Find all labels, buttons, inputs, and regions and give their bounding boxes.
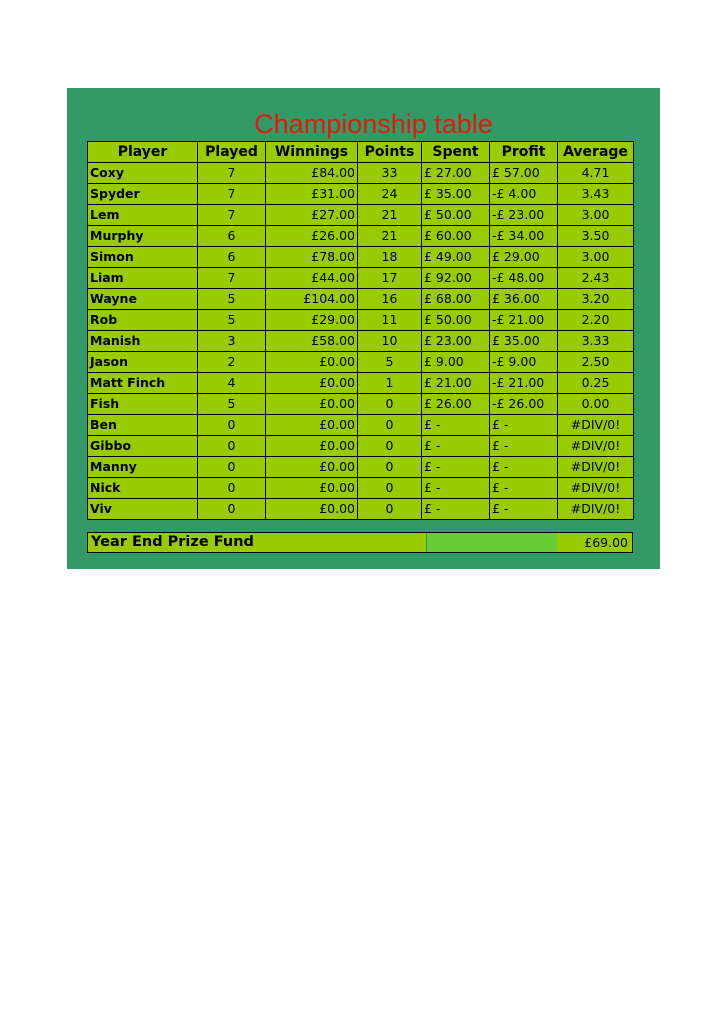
table-row xyxy=(88,268,634,289)
cell-points[interactable]: 21 xyxy=(358,205,422,226)
cell-average[interactable]: 0.00 xyxy=(558,394,634,415)
column-header-points[interactable]: Points xyxy=(358,142,422,163)
cell-points[interactable]: 0 xyxy=(358,394,422,415)
cell-average[interactable]: #DIV/0! xyxy=(558,436,634,457)
cell-average[interactable]: #DIV/0! xyxy=(558,499,634,520)
cell-average[interactable]: 3.00 xyxy=(558,247,634,268)
cell-winnings[interactable]: £0.00 xyxy=(266,415,358,436)
column-header-profit[interactable]: Profit xyxy=(490,142,558,163)
cell-played[interactable]: 0 xyxy=(198,478,266,499)
table-row xyxy=(88,352,634,373)
cell-average[interactable]: 2.50 xyxy=(558,352,634,373)
cell-player[interactable]: Murphy xyxy=(88,226,198,247)
cell-played[interactable]: 7 xyxy=(198,268,266,289)
cell-spent[interactable]: £ 23.00 xyxy=(422,331,490,352)
cell-played[interactable]: 7 xyxy=(198,163,266,184)
cell-points[interactable]: 1 xyxy=(358,373,422,394)
cell-average[interactable]: 3.50 xyxy=(558,226,634,247)
cell-profit[interactable]: £ - xyxy=(490,457,558,478)
cell-average[interactable]: 3.20 xyxy=(558,289,634,310)
cell-player[interactable]: Manny xyxy=(88,457,198,478)
cell-winnings[interactable]: £0.00 xyxy=(266,436,358,457)
table-row xyxy=(88,457,634,478)
table-row xyxy=(88,394,634,415)
cell-profit[interactable]: -£ 9.00 xyxy=(490,352,558,373)
cell-profit[interactable]: -£ 23.00 xyxy=(490,205,558,226)
prize-fund-label[interactable]: Year End Prize Fund xyxy=(91,534,254,550)
cell-points[interactable]: 0 xyxy=(358,499,422,520)
cell-spent[interactable]: £ 21.00 xyxy=(422,373,490,394)
cell-average[interactable]: 2.20 xyxy=(558,310,634,331)
cell-played[interactable]: 2 xyxy=(198,352,266,373)
column-header-winnings[interactable]: Winnings xyxy=(266,142,358,163)
cell-profit[interactable]: -£ 21.00 xyxy=(490,310,558,331)
table-row xyxy=(88,289,634,310)
table-row xyxy=(88,478,634,499)
cell-profit[interactable]: £ 29.00 xyxy=(490,247,558,268)
cell-winnings[interactable]: £104.00 xyxy=(266,289,358,310)
cell-winnings[interactable]: £27.00 xyxy=(266,205,358,226)
cell-average[interactable]: 0.25 xyxy=(558,373,634,394)
table-row xyxy=(88,184,634,205)
cell-spent[interactable]: £ 60.00 xyxy=(422,226,490,247)
table-row xyxy=(88,331,634,352)
cell-average[interactable]: 2.43 xyxy=(558,268,634,289)
cell-profit[interactable]: £ 36.00 xyxy=(490,289,558,310)
cell-winnings[interactable]: £44.00 xyxy=(266,268,358,289)
cell-spent[interactable]: £ 9.00 xyxy=(422,352,490,373)
cell-spent[interactable]: £ 49.00 xyxy=(422,247,490,268)
cell-player[interactable]: Gibbo xyxy=(88,436,198,457)
cell-spent[interactable]: £ 50.00 xyxy=(422,310,490,331)
header-row xyxy=(88,142,634,163)
table-row xyxy=(88,310,634,331)
cell-profit[interactable]: £ - xyxy=(490,478,558,499)
cell-winnings[interactable]: £31.00 xyxy=(266,184,358,205)
cell-player[interactable]: Manish xyxy=(88,331,198,352)
cell-player[interactable]: Fish xyxy=(88,394,198,415)
cell-spent[interactable]: £ 92.00 xyxy=(422,268,490,289)
spreadsheet-area xyxy=(67,88,660,569)
cell-player[interactable]: Lem xyxy=(88,205,198,226)
table-row xyxy=(88,373,634,394)
cell-points[interactable]: 17 xyxy=(358,268,422,289)
cell-played[interactable]: 5 xyxy=(198,289,266,310)
cell-played[interactable]: 7 xyxy=(198,205,266,226)
cell-profit[interactable]: -£ 26.00 xyxy=(490,394,558,415)
table-row xyxy=(88,247,634,268)
cell-played[interactable]: 7 xyxy=(198,184,266,205)
cell-spent[interactable]: £ - xyxy=(422,415,490,436)
cell-spent[interactable]: £ 27.00 xyxy=(422,163,490,184)
prize-fund-empty-cell[interactable] xyxy=(426,533,557,552)
cell-points[interactable]: 0 xyxy=(358,436,422,457)
cell-average[interactable]: 3.33 xyxy=(558,331,634,352)
cell-spent[interactable]: £ 50.00 xyxy=(422,205,490,226)
table-row xyxy=(88,436,634,457)
cell-points[interactable]: 33 xyxy=(358,163,422,184)
cell-spent[interactable]: £ - xyxy=(422,457,490,478)
cell-spent[interactable]: £ 26.00 xyxy=(422,394,490,415)
column-header-played[interactable]: Played xyxy=(198,142,266,163)
cell-played[interactable]: 0 xyxy=(198,499,266,520)
cell-average[interactable]: #DIV/0! xyxy=(558,415,634,436)
cell-profit[interactable]: £ 35.00 xyxy=(490,331,558,352)
cell-winnings[interactable]: £0.00 xyxy=(266,478,358,499)
cell-spent[interactable]: £ - xyxy=(422,478,490,499)
cell-profit[interactable]: -£ 48.00 xyxy=(490,268,558,289)
cell-average[interactable]: 4.71 xyxy=(558,163,634,184)
cell-points[interactable]: 11 xyxy=(358,310,422,331)
cell-played[interactable]: 4 xyxy=(198,373,266,394)
cell-player[interactable]: Liam xyxy=(88,268,198,289)
cell-profit[interactable]: £ - xyxy=(490,415,558,436)
cell-points[interactable]: 24 xyxy=(358,184,422,205)
table-row xyxy=(88,226,634,247)
column-header-player[interactable]: Player xyxy=(88,142,198,163)
column-header-average[interactable]: Average xyxy=(558,142,634,163)
cell-player[interactable]: Jason xyxy=(88,352,198,373)
cell-player[interactable]: Spyder xyxy=(88,184,198,205)
table-row xyxy=(88,205,634,226)
cell-points[interactable]: 5 xyxy=(358,352,422,373)
cell-spent[interactable]: £ 68.00 xyxy=(422,289,490,310)
championship-table xyxy=(87,141,634,520)
cell-played[interactable]: 0 xyxy=(198,436,266,457)
cell-winnings[interactable]: £84.00 xyxy=(266,163,358,184)
cell-points[interactable]: 21 xyxy=(358,226,422,247)
table-row xyxy=(88,499,634,520)
cell-spent[interactable]: £ - xyxy=(422,499,490,520)
cell-winnings[interactable]: £26.00 xyxy=(266,226,358,247)
cell-player[interactable]: Nick xyxy=(88,478,198,499)
cell-played[interactable]: 6 xyxy=(198,247,266,268)
page-title: Championship table xyxy=(254,109,493,139)
cell-spent[interactable]: £ - xyxy=(422,436,490,457)
cell-profit[interactable]: £ - xyxy=(490,436,558,457)
cell-average[interactable]: #DIV/0! xyxy=(558,457,634,478)
cell-winnings[interactable]: £0.00 xyxy=(266,394,358,415)
cell-played[interactable]: 0 xyxy=(198,415,266,436)
column-header-spent[interactable]: Spent xyxy=(422,142,490,163)
prize-fund-row xyxy=(87,532,633,553)
cell-profit[interactable]: £ 57.00 xyxy=(490,163,558,184)
cell-points[interactable]: 0 xyxy=(358,478,422,499)
cell-points[interactable]: 0 xyxy=(358,415,422,436)
cell-profit[interactable]: -£ 21.00 xyxy=(490,373,558,394)
cell-player[interactable]: Wayne xyxy=(88,289,198,310)
cell-player[interactable]: Viv xyxy=(88,499,198,520)
cell-points[interactable]: 0 xyxy=(358,457,422,478)
cell-played[interactable]: 5 xyxy=(198,310,266,331)
cell-winnings[interactable]: £0.00 xyxy=(266,373,358,394)
cell-winnings[interactable]: £58.00 xyxy=(266,331,358,352)
table-body xyxy=(88,163,634,520)
cell-winnings[interactable]: £0.00 xyxy=(266,352,358,373)
table-row xyxy=(88,163,634,184)
table-row xyxy=(88,415,634,436)
cell-points[interactable]: 18 xyxy=(358,247,422,268)
cell-profit[interactable]: £ - xyxy=(490,499,558,520)
cell-played[interactable]: 3 xyxy=(198,331,266,352)
cell-played[interactable]: 0 xyxy=(198,457,266,478)
cell-winnings[interactable]: £78.00 xyxy=(266,247,358,268)
cell-winnings[interactable]: £29.00 xyxy=(266,310,358,331)
cell-player[interactable]: Simon xyxy=(88,247,198,268)
cell-winnings[interactable]: £0.00 xyxy=(266,499,358,520)
cell-player[interactable]: Ben xyxy=(88,415,198,436)
cell-winnings[interactable]: £0.00 xyxy=(266,457,358,478)
prize-fund-value[interactable]: £69.00 xyxy=(584,535,628,550)
cell-spent[interactable]: £ 35.00 xyxy=(422,184,490,205)
cell-player[interactable]: Coxy xyxy=(88,163,198,184)
cell-average[interactable]: #DIV/0! xyxy=(558,478,634,499)
cell-profit[interactable]: -£ 4.00 xyxy=(490,184,558,205)
cell-player[interactable]: Rob xyxy=(88,310,198,331)
cell-points[interactable]: 16 xyxy=(358,289,422,310)
cell-points[interactable]: 10 xyxy=(358,331,422,352)
cell-average[interactable]: 3.00 xyxy=(558,205,634,226)
cell-played[interactable]: 6 xyxy=(198,226,266,247)
cell-player[interactable]: Matt Finch xyxy=(88,373,198,394)
cell-profit[interactable]: -£ 34.00 xyxy=(490,226,558,247)
cell-average[interactable]: 3.43 xyxy=(558,184,634,205)
cell-played[interactable]: 5 xyxy=(198,394,266,415)
